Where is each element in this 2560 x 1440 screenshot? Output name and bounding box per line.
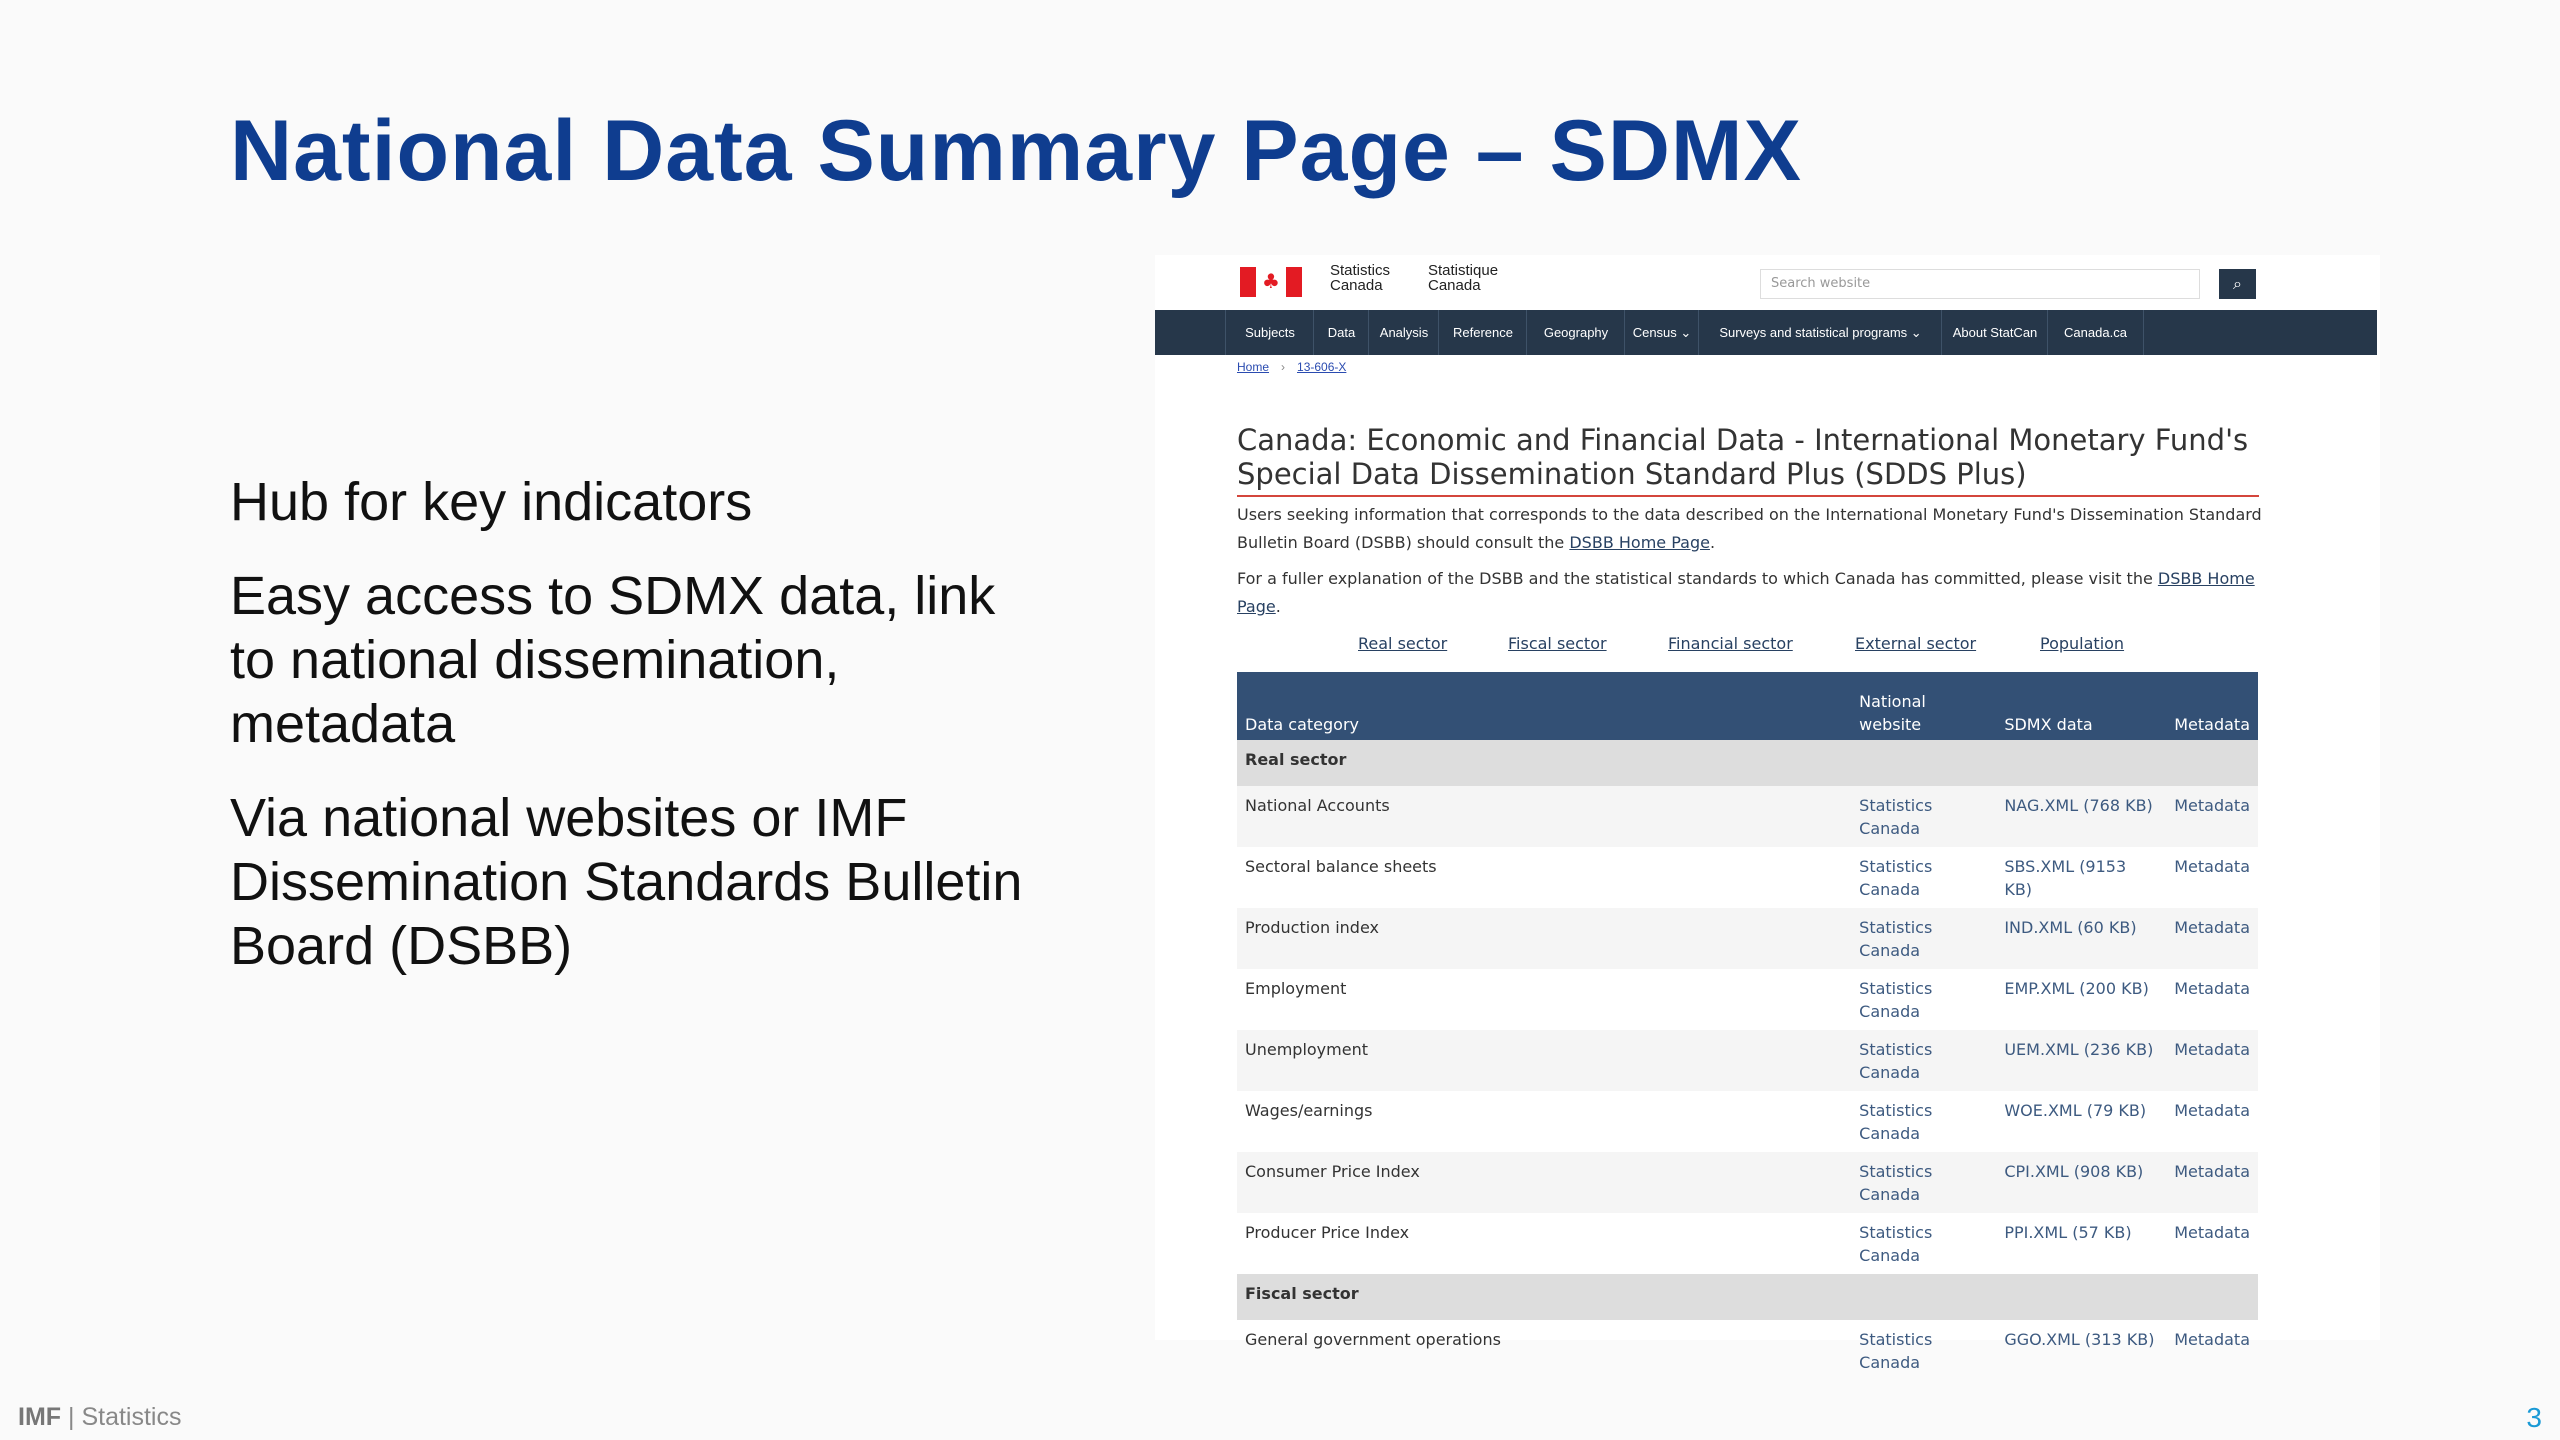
bullet-item: Easy access to SDMX data, link to national dissemination, metadata	[230, 566, 996, 754]
search-input[interactable]: Search website	[1760, 269, 2200, 299]
nav-data[interactable]: Data	[1313, 310, 1369, 355]
link-external-sector[interactable]: External sector	[1855, 634, 1977, 653]
section-row-fiscal-sector: Fiscal sector	[1237, 1274, 2258, 1320]
link-real-sector[interactable]: Real sector	[1358, 634, 1448, 653]
maple-leaf-icon: ♣	[1262, 269, 1280, 293]
nav-surveys[interactable]: Surveys and statistical programs ⌄	[1698, 310, 1942, 355]
metadata-link[interactable]: Metadata	[2174, 979, 2250, 998]
table-row	[1237, 847, 2258, 908]
table-header-row	[1237, 672, 2258, 740]
bullet-item: Hub for key indicators	[230, 472, 753, 532]
row-category: Sectoral balance sheets	[1245, 857, 1437, 876]
row-category: Production index	[1237, 908, 1851, 969]
national-website-link[interactable]: Statistics Canada	[1851, 1030, 1996, 1091]
metadata-link[interactable]: Metadata	[2166, 1030, 2258, 1091]
slide-title: National Data Summary Page – SDMX	[230, 103, 1802, 199]
canada-flag-logo[interactable]	[1240, 267, 1302, 297]
metadata-link[interactable]: Metadata	[2174, 857, 2250, 876]
row-category: Employment	[1245, 979, 1347, 998]
row-category: Wages/earnings	[1245, 1101, 1373, 1120]
page-number: 3	[2526, 1402, 2542, 1433]
imf-statistics-footer	[18, 1403, 181, 1432]
row-category: General government operations	[1245, 1330, 1501, 1349]
row-category: Unemployment	[1237, 1030, 1851, 1091]
sdmx-data-link[interactable]: WOE.XML (79 KB)	[2004, 1101, 2147, 1120]
link-population[interactable]: Population	[2040, 634, 2125, 653]
footer-divider: |	[68, 1403, 75, 1431]
col-national-website: National website	[1851, 672, 1996, 740]
nav-analysis[interactable]: Analysis	[1368, 310, 1439, 355]
sdmx-data-link[interactable]: GGO.XML (313 KB)	[2004, 1330, 2155, 1349]
intro-paragraph: Users seeking information that corresponds to the data described on the International Monetary Fund's Dissemination Standard Bulletin Board (DSBB) should consult the DSBB Home Page.	[1237, 505, 2262, 552]
table-row	[1237, 1030, 2258, 1091]
sdmx-data-link[interactable]: EMP.XML (200 KB)	[2004, 979, 2149, 998]
metadata-link[interactable]: Metadata	[2166, 1152, 2258, 1213]
national-website-link[interactable]: Statistics Canada	[1859, 1330, 1933, 1372]
main-nav	[1155, 310, 2377, 355]
sdmx-data-link[interactable]: NAG.XML (768 KB)	[1996, 786, 2166, 847]
metadata-link[interactable]: Metadata	[2174, 1223, 2250, 1242]
nav-geography[interactable]: Geography	[1526, 310, 1625, 355]
table-row	[1237, 1152, 2258, 1213]
national-website-link[interactable]: Statistics Canada	[1859, 1223, 1933, 1265]
explanation-paragraph: For a fuller explanation of the DSBB and the statistical standards to which Canada has committed, please visit the DSBB Home Page.	[1237, 569, 2255, 616]
breadcrumb-item[interactable]: 13-606-X	[1297, 360, 1347, 374]
row-category: Consumer Price Index	[1237, 1152, 1851, 1213]
imf-logo-text: IMF	[18, 1403, 62, 1431]
col-metadata: Metadata	[2166, 672, 2258, 740]
search-button[interactable]	[2219, 269, 2256, 299]
col-data-category: Data category	[1237, 672, 1851, 740]
site-name-en[interactable]: Statistics Canada	[1330, 262, 1391, 294]
dsbb-home-link[interactable]: DSBB Home Page	[1237, 569, 2255, 616]
table-row	[1237, 786, 2258, 847]
site-header	[1155, 255, 2380, 310]
link-fiscal-sector[interactable]: Fiscal sector	[1508, 634, 1607, 653]
table-row	[1237, 1213, 2258, 1274]
breadcrumb-home[interactable]: Home	[1237, 360, 1270, 374]
nav-reference[interactable]: Reference	[1438, 310, 1527, 355]
national-website-link[interactable]: Statistics Canada	[1859, 1101, 1933, 1143]
table-row	[1237, 969, 2258, 1030]
sdmx-data-link[interactable]: UEM.XML (236 KB)	[1996, 1030, 2166, 1091]
national-website-link[interactable]: Statistics Canada	[1859, 857, 1933, 899]
table-row	[1237, 1091, 2258, 1152]
metadata-link[interactable]: Metadata	[2166, 908, 2258, 969]
search-icon: ⌕	[2233, 274, 2242, 293]
data-table	[1237, 672, 2258, 1381]
national-website-link[interactable]: Statistics Canada	[1859, 979, 1933, 1021]
col-sdmx-data: SDMX data	[1996, 672, 2166, 740]
metadata-link[interactable]: Metadata	[2174, 1330, 2250, 1349]
nav-canada-ca[interactable]: Canada.ca	[2047, 310, 2144, 355]
row-category: National Accounts	[1237, 786, 1851, 847]
statcan-screenshot	[1155, 255, 2380, 1372]
table-row	[1237, 908, 2258, 969]
nav-census[interactable]: Census ⌄	[1624, 310, 1699, 355]
nav-subjects[interactable]: Subjects	[1225, 310, 1314, 355]
bullet-list	[230, 470, 1050, 1008]
link-financial-sector[interactable]: Financial sector	[1668, 634, 1793, 653]
national-website-link[interactable]: Statistics Canada	[1851, 1152, 1996, 1213]
sdmx-data-link[interactable]: IND.XML (60 KB)	[1996, 908, 2166, 969]
nav-about[interactable]: About StatCan	[1941, 310, 2048, 355]
sdmx-data-link[interactable]: PPI.XML (57 KB)	[2004, 1223, 2132, 1242]
row-category: Producer Price Index	[1245, 1223, 1410, 1242]
breadcrumb: Home › 13-606-X	[1237, 360, 1347, 374]
bullet-item: Via national websites or IMF Dissemination Standards Bulletin Board (DSBB)	[230, 788, 1023, 976]
national-website-link[interactable]: Statistics Canada	[1851, 908, 1996, 969]
footer-label: Statistics	[81, 1403, 182, 1431]
page-heading: Canada: Economic and Financial Data - International Monetary Fund's Special Data Dissemination Standard Plus (SDDS Plus)	[1237, 423, 2259, 497]
sdmx-data-link[interactable]: SBS.XML (9153 KB)	[2004, 857, 2127, 899]
section-row-real-sector: Real sector	[1237, 740, 2258, 786]
sdmx-data-link[interactable]: CPI.XML (908 KB)	[1996, 1152, 2166, 1213]
metadata-link[interactable]: Metadata	[2166, 786, 2258, 847]
metadata-link[interactable]: Metadata	[2174, 1101, 2250, 1120]
table-row	[1237, 1320, 2258, 1381]
national-website-link[interactable]: Statistics Canada	[1851, 786, 1996, 847]
site-name-fr[interactable]: Statistique Canada	[1428, 262, 1499, 294]
dsbb-home-link[interactable]: DSBB Home Page	[1569, 533, 1710, 552]
